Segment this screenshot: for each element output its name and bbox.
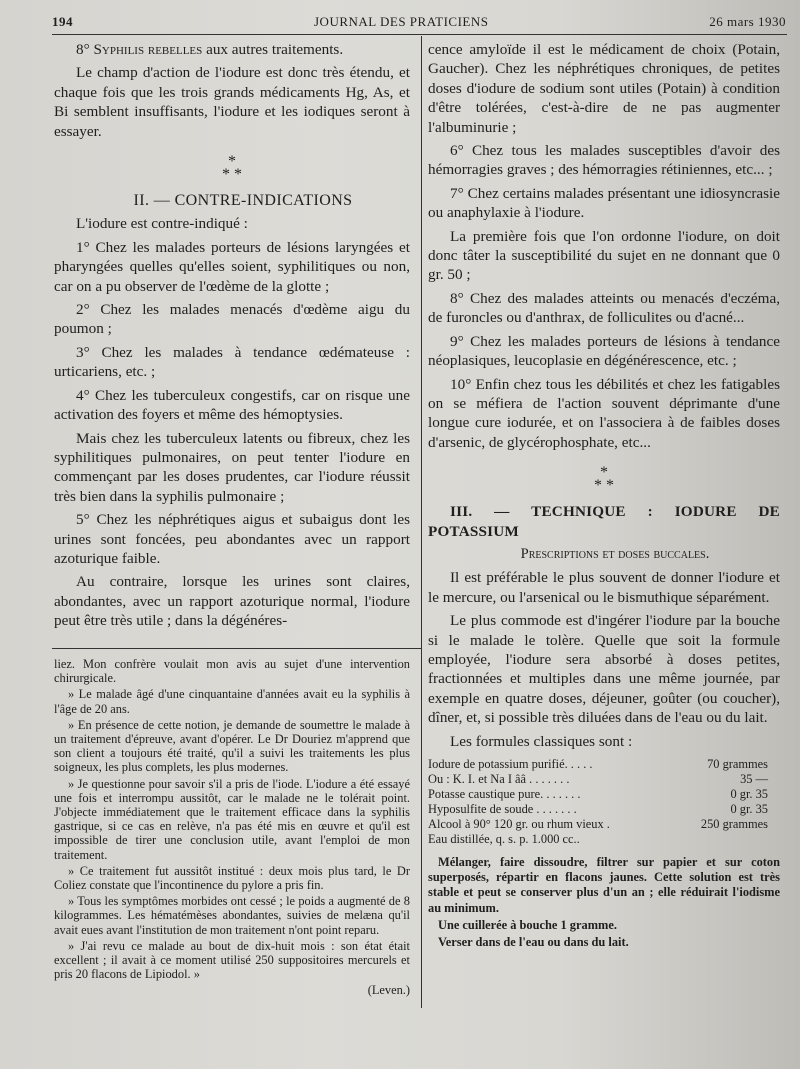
issue-date: 26 mars 1930 <box>709 14 786 29</box>
footnote-paragraph: » En présence de cette notion, je demande de soumettre le malade à un traitement d'épreuve, avant d'opérer. Le Dr Douriez m'apprend que son client a toujours été traité, qu'il a suivi les traitements les plus soigneux, les plus complets, les plus modernes. <box>54 717 410 775</box>
paragraph: 5° Chez les néphrétiques aigus et subaigus dont les urines sont foncées, peu abondantes avec un rapport azoturique faible. <box>54 511 410 567</box>
formula-row: Alcool à 90° 120 gr. ou rhum vieux . 250 grammes <box>428 817 768 831</box>
footnote-signature: (Leven.) <box>367 983 410 998</box>
prescription-formula <box>428 757 768 847</box>
instruction-paragraph: Mélanger, faire dissoudre, filtrer sur papier et sur coton superposés, répartir en flacons jaunes. Cette solution est très stable et peut se conserver plus d'un an ; elle réduirait l'iodisme au minimum. <box>428 855 780 915</box>
paragraph: 8° Chez des malades atteints ou menacés d'eczéma, de furoncles ou d'anthrax, de folliculites ou d'acné... <box>428 289 780 327</box>
instruction-paragraph: Verser dans de l'eau ou dans du lait. <box>438 935 629 950</box>
paragraph: L'iodure est contre-indiqué : <box>76 215 248 233</box>
footnote <box>54 657 410 1000</box>
left-column <box>54 40 410 635</box>
paragraph: Mais chez les tuberculeux latents ou fibreux, chez les syphilitiques pulmonaires, on peut tenter l'iodure en commençant par les doses prudentes, car l'iodure réussit très bien dans la syphilis pulmonaire ; <box>54 429 410 505</box>
paragraph: 2° Chez les malades menacés d'œdème aigu du poumon ; <box>54 301 410 338</box>
formula-row: Hyposulfite de soude . . . . . . . 0 gr. 35 <box>428 802 768 816</box>
instruction-paragraph: Une cuillerée à bouche 1 gramme. <box>438 917 617 932</box>
subsection-title: Prescriptions et doses buccales. <box>520 545 710 562</box>
paragraph: 1° Chez les malades porteurs de lésions laryngées et pharyngées quelles qu'elles soient, syphilitiques ou non, car on a pu observer de l'œdème de la glotte ; <box>54 238 410 295</box>
paragraph: 9° Chez les malades porteurs de lésions à tendance néoplasiques, leucoplasie en dégénérescence, etc. ; <box>428 332 780 370</box>
page-number: 194 <box>52 14 73 29</box>
formula-row: Eau distillée, q. s. p. 1.000 cc.. <box>428 832 580 846</box>
footnote-paragraph: » Tous les symptômes morbides ont cessé ; le poids a augmenté de 8 kilogrammes. Les hématémèses abondantes, suivies de melæna qu'il avait eues avant l'institution de mon traitement n'ont point reparu. <box>54 894 410 937</box>
section-separator: * * * <box>222 153 242 184</box>
paragraph: Le champ d'action de l'iodure est donc très étendu, et chaque fois que les trois grands médicaments Hg, As, et Bi semblent insuffisants, l'iodure et les iodiques seront à essayer. <box>54 64 410 140</box>
footnote-rule <box>52 648 421 649</box>
paragraph: La première fois que l'on ordonne l'iodure, on doit donc tâter la susceptibilité du sujet en ne donnant que 0 gr. 50 ; <box>428 227 780 284</box>
formula-row: Iodure de potassium purifié. . . . . 70 grammes <box>428 757 768 771</box>
formula-row: Ou : K. I. et Na I ââ . . . . . . . 35 — <box>428 772 768 786</box>
paragraph: 4° Chez les tuberculeux congestifs, car on risque une activation des foyers et même des hémoptysies. <box>54 386 410 424</box>
paragraph: 10° Enfin chez tous les débilités et chez les fatigables on se méfiera de l'action souvent déprimante d'une longue cure iodurée, et on l'associera à de faibles doses d'arsenic, de glycérophosphate, etc... <box>428 375 780 451</box>
footnote-paragraph: » Ce traitement fut aussitôt institué : deux mois plus tard, le Dr Coliez constate que l'incontinence du pylore a pris fin. <box>54 863 410 893</box>
paragraph: Il est préférable le plus souvent de donner l'iodure et le mercure, ou l'arsenical ou le bismuthique séparément. <box>428 569 780 606</box>
paragraph: 6° Chez tous les malades susceptibles d'avoir des hémorragies graves ; des hémorragies rétiniennes, etc... ; <box>428 142 780 179</box>
paragraph: Au contraire, lorsque les urines sont claires, abondantes, avec un rapport azoturique normal, l'iodure peut être très utile ; dans la dégénéres- <box>54 573 410 630</box>
paragraph: Le plus commode est d'ingérer l'iodure par la bouche si le malade le tolère. Quelle que soit la formule employée, l'iodure sera absorbé à doses petites, fractionnées et multiples dans une même journée, par exemple en quatre doses, déjeuner, goûter (ou coucher), dîner, et, si possible très diluées dans de l'eau ou du lait. <box>428 612 780 727</box>
preparation-instructions <box>428 855 780 950</box>
footnote-paragraph: » Je questionne pour savoir s'il a pris de l'iode. L'iodure a été essayé une fois et interrompu aussitôt, car le malade ne le tolérait point. J'objecte immédiatement que le traitement efficace dans la syphilis gastrique, si ce cas en relève, n'a pas été mis en œuvre et qu'il est impossible de tirer une conclusion utile, avant l'emploi de mon traitement. <box>54 776 410 862</box>
section-title: III. — TECHNIQUE : IODURE DE POTASSIUM <box>428 503 780 540</box>
footnote-paragraph: » Le malade âgé d'une cinquantaine d'années avait eu la syphilis à l'âge de 20 ans. <box>54 687 410 716</box>
paragraph: Les formules classiques sont : <box>450 732 633 750</box>
right-column <box>428 40 780 952</box>
page-header <box>52 14 792 34</box>
footnote-paragraph: » J'ai revu ce malade au bout de dix-huit mois : son état était excellent ; il avait à ce moment utilisé 250 suppositoires mercurels et pris 20 flacons de Lipiodol. » <box>54 938 410 982</box>
paragraph: 7° Chez certains malades présentant une idiosyncrasie ou anaphylaxie à l'iodure. <box>428 184 780 222</box>
paragraph: cence amyloïde il est le médicament de choix (Potain, Gaucher). Chez les néphrétiques chroniques, de petites doses d'iodure de sodium sont utiles (Potain) à condition d'être tolérées, c'est-à-dire de ne pas augmenter l'albuminurie ; <box>428 41 780 136</box>
header-rule <box>52 34 787 35</box>
section-title: II. — CONTRE-INDICATIONS <box>133 192 353 210</box>
column-divider-lower <box>421 648 422 1008</box>
footnote-paragraph: liez. Mon confrère voulait mon avis au sujet d'une intervention chirurgicale. <box>54 657 410 686</box>
journal-title: JOURNAL DES PRATICIENS <box>314 14 489 29</box>
paragraph: 3° Chez les malades à tendance œdémateuse : urticariens, etc. ; <box>54 343 410 381</box>
column-divider <box>421 36 422 648</box>
section-separator: * * * <box>594 464 614 495</box>
formula-row: Potasse caustique pure. . . . . . . 0 gr. 35 <box>428 787 768 801</box>
paragraph: 8° Syphilis rebelles aux autres traitements. <box>76 41 344 58</box>
